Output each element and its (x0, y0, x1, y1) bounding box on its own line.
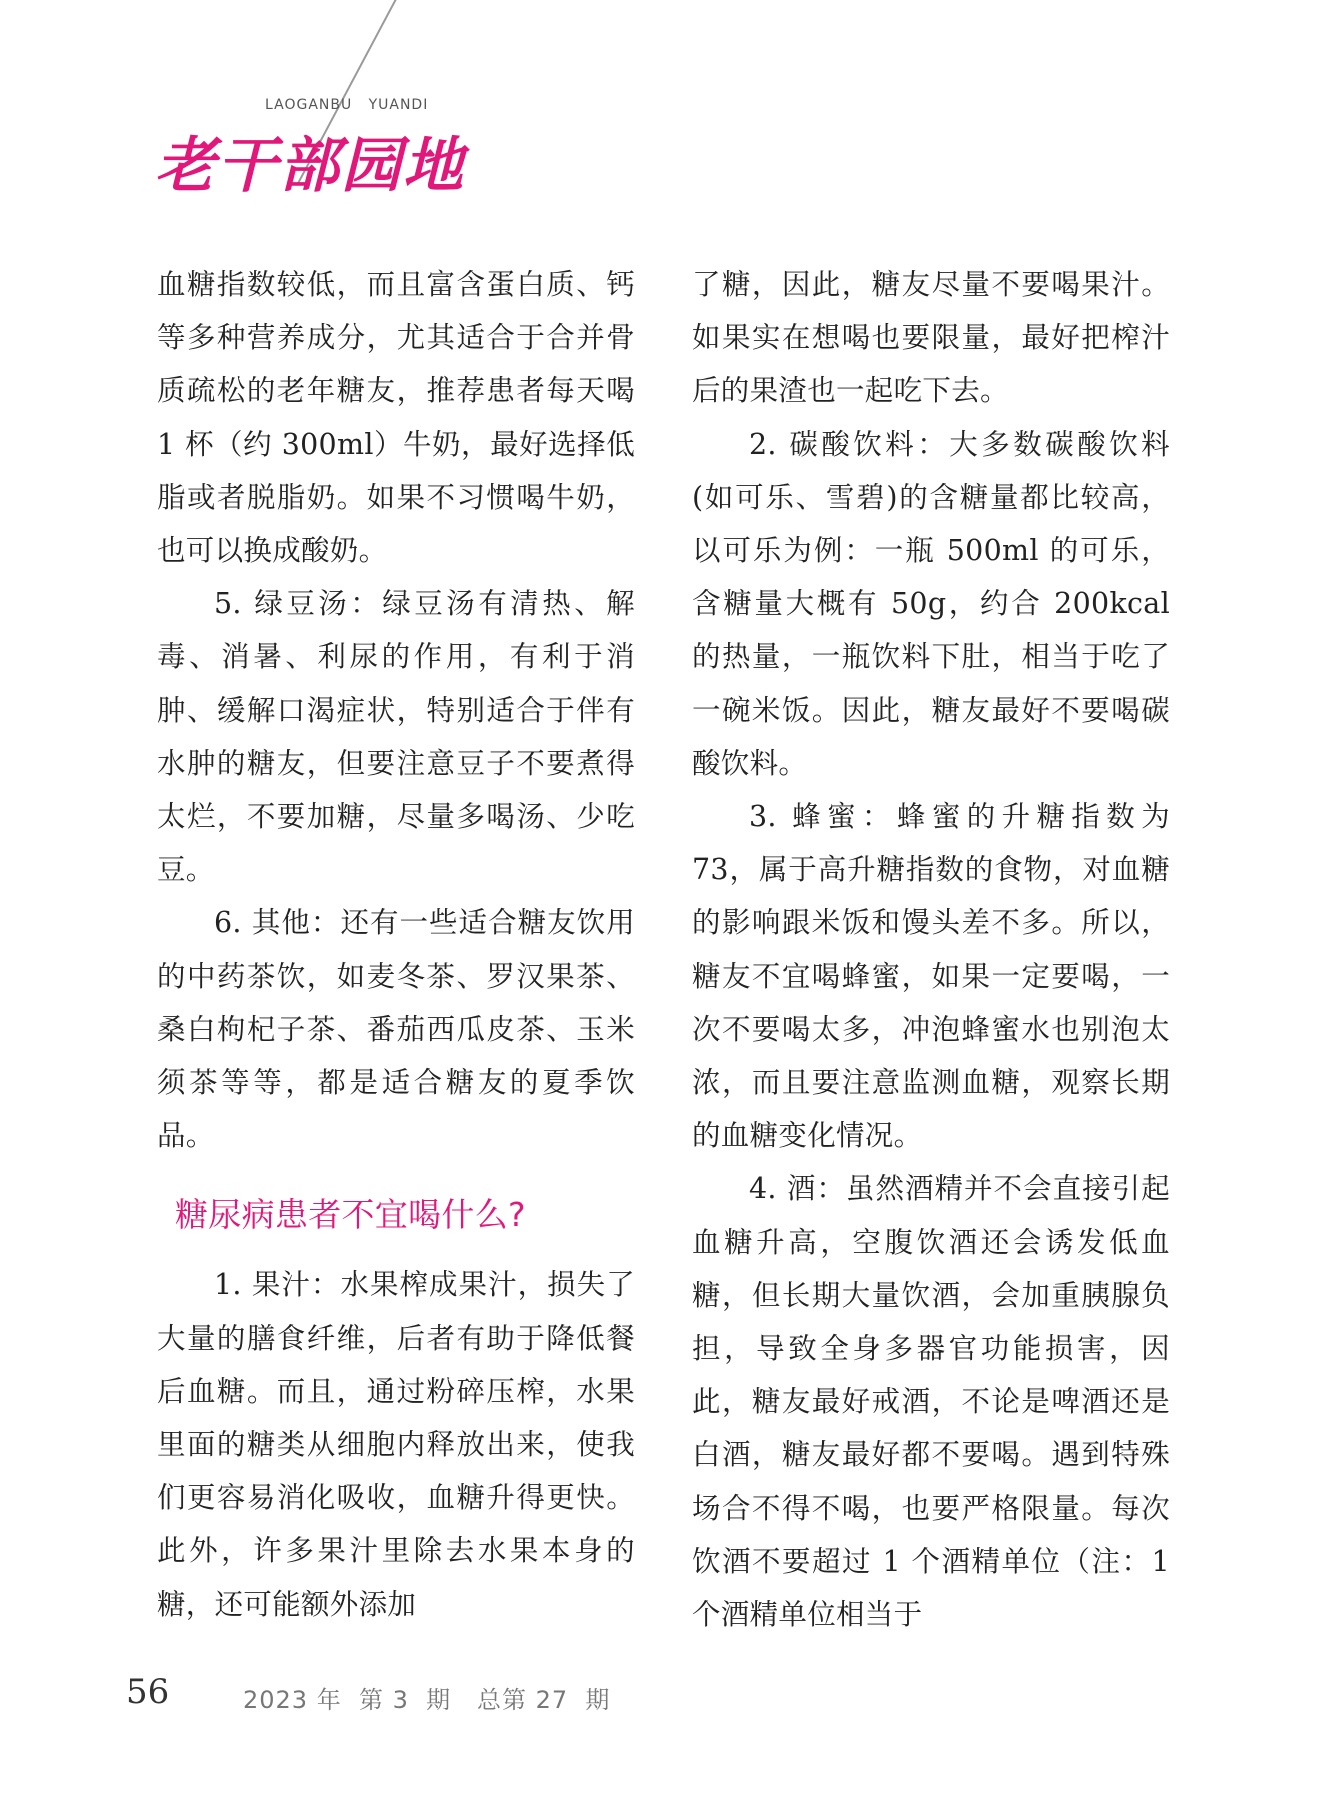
right-column (692, 258, 1170, 1641)
logo-pinyin: LAOGANBU YUANDI (265, 97, 429, 113)
paragraph: 4. 酒：虽然酒精并不会直接引起血糖升高，空腹饮酒还会诱发低血糖，但长期大量饮酒，会加重胰腺负担，导致全身多器官功能损害，因此，糖友最好戒酒，不论是啤酒还是白酒，糖友最好都不要喝。遇到特殊场合不得不喝，也要严格限量。每次饮酒不要超过 1 个酒精单位（注：1 个酒精单位相当于 (692, 1172, 1170, 1632)
left-column (157, 258, 635, 1631)
paragraph: 5. 绿豆汤：绿豆汤有清热、解毒、消暑、利尿的作用，有利于消肿、缓解口渴症状，特别适合于伴有水肿的糖友，但要注意豆子不要煮得太烂，不要加糖，尽量多喝汤、少吃豆。 (157, 587, 635, 887)
magazine-logo: 老干部园地 (155, 131, 465, 201)
paragraph: 1. 果汁：水果榨成果汁，损失了大量的膳食纤维，后者有助于降低餐后血糖。而且，通过粉碎压榨，水果里面的糖类从细胞内释放出来，使我们更容易消化吸收，血糖升得更快。此外，许多果汁里除去水果本身的糖，还可能额外添加 (157, 1268, 635, 1621)
paragraph: 了糖，因此，糖友尽量不要喝果汁。如果实在想喝也要限量，最好把榨汁后的果渣也一起吃下去。 (692, 268, 1170, 408)
paragraph: 6. 其他：还有一些适合糖友饮用的中药茶饮，如麦冬茶、罗汉果茶、桑白枸杞子茶、番茄西瓜皮茶、玉米须茶等等，都是适合糖友的夏季饮品。 (157, 906, 635, 1153)
paragraph: 3. 蜂蜜：蜂蜜的升糖指数为 73，属于高升糖指数的食物，对血糖的影响跟米饭和馒头差不多。所以，糖友不宜喝蜂蜜，如果一定要喝，一次不要喝太多，冲泡蜂蜜水也别泡太浓，而且要注意监测血糖，观察长期的血糖变化情况。 (692, 800, 1170, 1153)
page-number: 56 (126, 1672, 170, 1712)
paragraph: 血糖指数较低，而且富含蛋白质、钙等多种营养成分，尤其适合于合并骨质疏松的老年糖友，推荐患者每天喝 1 杯（约 300ml）牛奶，最好选择低脂或者脱脂奶。如果不习惯喝牛奶，也可以换成酸奶。 (157, 268, 635, 568)
section-heading: 糖尿病患者不宜喝什么? (175, 1195, 526, 1235)
issue-info: 2023 年 第 3 期 总第 27 期 (243, 1686, 611, 1714)
paragraph: 2. 碳酸饮料：大多数碳酸饮料(如可乐、雪碧)的含糖量都比较高，以可乐为例：一瓶 500ml 的可乐，含糖量大概有 50g，约合 200kcal 的热量，一瓶饮料下肚，相当于吃了一碗米饭。因此，糖友最好不要喝碳酸饮料。 (692, 427, 1170, 780)
